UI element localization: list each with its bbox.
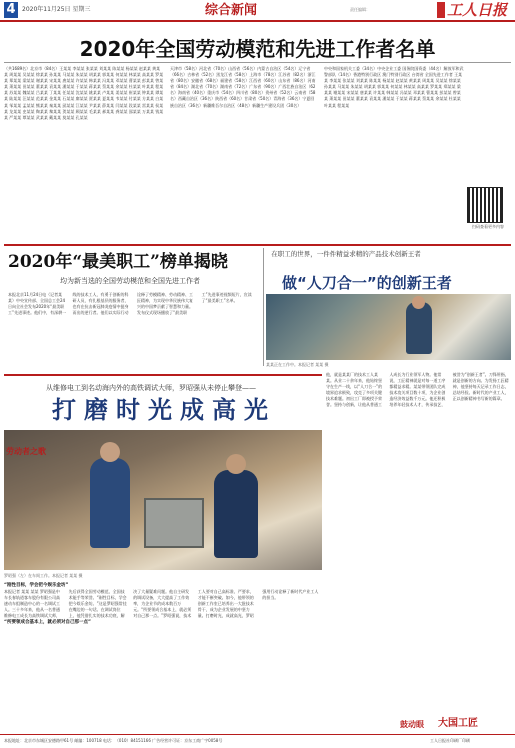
editor-credit: 责任编辑： (350, 7, 370, 12)
footer-printer: 工人日报社印刷厂印刷 (430, 738, 470, 743)
mamo-kicker: 从维修电工到名动海内外的高铁调试大师，罗昭强从未停止攀登—— (46, 384, 256, 392)
worker-figure (406, 302, 432, 354)
dao-article (326, 372, 511, 732)
laomo-column-3-text: 中央和国家机关工委（34名）中央企业工委 国务院国资委（44名）解放军和武警部队（14名）香港特别行政区 澳门特别行政区 台湾省 全国先进工作者 王某某 李某某 张某某 刘某某 陈某某 杨某某 赵某某 黄某某 周某某 吴某某 徐某某 孙某某 马某某 朱某某 胡某某 郭某某 何某某 林某某 高某某 罗某某 郑某某 梁某某 谢某某 宋某某 唐某某 许某某 韩某某 冯某某 邓某某 曹某某 彭某某 曾某某 萧某某 田某某 董某某 袁某某 潘某某 于某某 蒋某某 蔡某某 余某某 杜某某 叶某某 程某某 (324, 66, 464, 108)
footer-address: 本报地址：北京市东城区安德路甲61号 邮编：100718 电话：（010）84151166 广告经营许可证：京东工商广字0058号 (4, 738, 223, 743)
section-divider (4, 244, 511, 246)
machine-shape (144, 498, 204, 548)
mamo-article (4, 582, 322, 732)
zuijia-body: 本报北京11月24日电（记者某某）中央宣传部、全国总工会24日向全社会发布2020年“最美职工”先进事迹。他们中，有深耕一线的技术工人，有勇于创新的科研人员，有扎根基层的服务者，也有在抗击新冠肺炎疫情中挺身而出的逆行者。他们以实际行动诠释了劳模精神、劳动精神、工匠精神，为实现中华民族伟大复兴的中国梦贡献了智慧和力量。发布仪式现场播放了“最美职工”先进事迹视频短片，宣读了“最美职工”名单。 (8, 292, 252, 315)
dao-caption: 某某正在工作中。本报记者 某某 摄 (266, 362, 329, 367)
qr-caption: 扫码查看更多内容 (472, 224, 504, 229)
worker-head-left (100, 442, 120, 462)
page-number: 4 (4, 2, 18, 18)
laomo-column-1-text: （共1689名）北京市（84名）王某某 李某某 张某某 刘某某 陈某某 杨某某 赵某某 黄某某 周某某 吴某某 徐某某 孙某某 马某某 朱某某 胡某某 郭某某 何某某 林某某 高某某 罗某某 郑某某 梁某某 谢某某 宋某某 唐某某 许某某 韩某某 冯某某 邓某某 曹某某 彭某某 曾某某 萧某某 田某某 董某某 袁某某 潘某某 于某某 蒋某某 蔡某某 余某某 杜某某 叶某某 程某某 苏某某 魏某某 吕某某 丁某某 任某某 沈某某 姚某某 卢某某 姜某某 崔某某 钟某某 谭某某 陆某某 汪某某 范某某 金某某 石某某 廖某某 贾某某 夏某某 韦某某 付某某 方某某 白某某 邹某某 孟某某 熊某某 秦某某 邱某某 江某某 尹某某 薛某某 闫某某 段某某 雷某某 侯某某 龙某某 史某某 陶某某 黎某某 贺某某 顾某某 毛某某 郝某某 龚某某 邵某某 万某某 钱某某 严某某 覃某某 武某某 戴某某 莫某某 孔某某 (4, 66, 164, 120)
issue-date: 2020年11月25日 星期三 (22, 6, 91, 13)
footer-tag: 鼓动眼 (400, 720, 424, 729)
laomo-column-2-text: 天津市（58名）河北省（70名）山西省（56名）内蒙古自治区（54名）辽宁省（66名）吉林省（52名）黑龙江省（58名）上海市（78名）江苏省（82名）浙江省（80名）安徽省（68名）福建省（58名）江西省（60名）山东省（86名）河南省（84名）湖北省（70名）湖南省（72名）广东省（90名）广西壮族自治区（62名）海南省（40名）重庆市（54名）四川省（80名）贵州省（52名）云南省（58名）西藏自治区（36名）陕西省（60名）甘肃省（50名）青海省（36名）宁夏回族自治区（36名）新疆维吾尔自治区（48名）新疆生产建设兵团（30名） (170, 66, 316, 108)
footer-logo: 大国工匠 (438, 718, 478, 729)
worker-head (412, 296, 425, 309)
worker-figure-right (214, 470, 258, 558)
page-header (0, 0, 515, 22)
laomo-column-2 (170, 66, 318, 236)
column-rule (263, 248, 264, 366)
zuijia-article (8, 292, 260, 362)
worker-figure-left (90, 458, 130, 548)
laomo-list (4, 66, 511, 236)
section-divider-2 (4, 374, 322, 376)
mamo-headline: 打磨时光成高光 (52, 396, 276, 424)
laomo-headline: 2020年全国劳动模范和先进工作者名单 (79, 37, 436, 61)
zuijia-subtitle: 均为新当选的全国劳动模范和全国先进工作者 (60, 277, 200, 285)
mamo-body: 本报记者 某某 某某 罗昭强是中车长春轨道客车股份有限公司高速动车组制造中心的一名调试工人。三十多年来，他从一名普通维修电工成长为高铁调试大师，先后获得全国劳动模范、全国技术能手等荣誉。“刚性目标，学会把今娱乐金坊。”这是罗昭强常挂在嘴边的一句话。在调试岗位上，他凭借扎实的技术功底，解决了大量疑难问题。他自主研发的调试设备，大大提高了工作效率，为企业节约成本数百万元。“所要领成合基本上，就必须对自己那一点。”罗昭强说，技术工人要对自己高标准、严要求，才能不断突破。如今，他带领的创新工作室已培养出一大批技术骨干，成为企业发展的中坚力量。打磨时光，成就高光，罗昭强用行动诠释了新时代产业工人的担当。 (4, 589, 319, 619)
dao-kicker: 在职工的世界，一件件精益求精的产品技术创新王者 (271, 250, 421, 258)
section-title: 综合新闻 (205, 3, 258, 18)
masthead: 工人日报 (447, 1, 508, 19)
laomo-column-3 (324, 66, 464, 236)
headline-rule (4, 62, 511, 63)
page-footer (0, 734, 515, 748)
dao-body: 他，就是某某厂的技术工人某某。从业二十余年来，他始终坚守在生产一线，以“人刀合一”的境界追求极致，攻克了多项关键技术难题。初出工厂即被授予荣誉。坚持与创新，让他从普通工人成长为行业领军人物。他常说，工匠精神就是对每一道工序都精益求精。某某带领团队完成技术攻关项目数十项，为企业创造经济效益数千万元。他还积极培养年轻技术人才，传承技艺，被誉为“创新王者”。刀锋所指，就是创新的方向。为发扬工匠精神，他坚持每天记录工作日志，总结经验。新时代的产业工人，正以创新精神书写新的篇章。 (326, 372, 509, 408)
mamo-subhead-2: “所要领成合基本上，就必须对自己那一点” (4, 620, 91, 626)
mamo-subhead-1: “刚性目标，学会把今娱乐金坊” (4, 583, 69, 588)
dao-photo (266, 294, 511, 360)
dao-headline: 做“人刀合一”的创新王者 (282, 274, 452, 292)
worker-head-right (226, 454, 246, 474)
qr-code[interactable] (468, 188, 502, 222)
laomo-column-1 (4, 66, 164, 236)
column-label: 劳动者之歌 (6, 447, 46, 456)
zuijia-headline: 2020年“最美职工”榜单揭晓 (8, 252, 228, 272)
mamo-caption: 罗昭强（左）在车间工作。本报记者 某某 摄 (4, 573, 83, 578)
masthead-logo-mark (437, 2, 445, 18)
